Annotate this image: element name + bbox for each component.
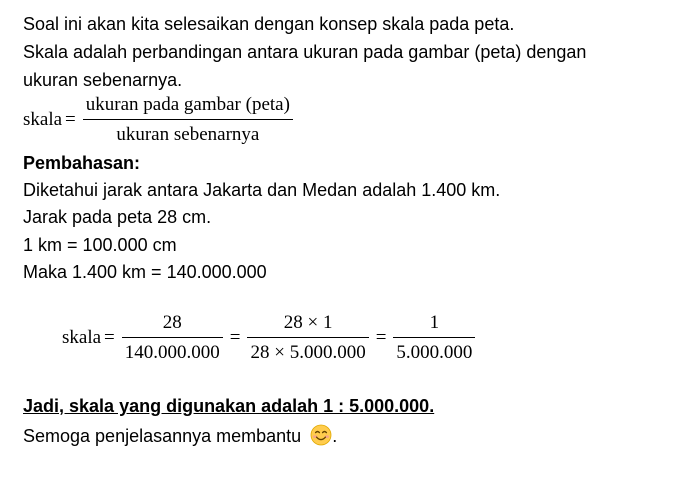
intro-line-2: Skala adalah perbandingan antara ukuran pada gambar (peta) dengan xyxy=(23,42,587,62)
pembahasan-line-1: Diketahui jarak antara Jakarta dan Medan adalah 1.400 km. xyxy=(23,180,501,200)
formula-lhs: skala xyxy=(23,109,63,130)
formula-fraction xyxy=(83,94,293,146)
calc-lhs: skala xyxy=(62,327,102,348)
calc-fraction-3-numerator: 1 xyxy=(429,312,440,333)
pembahasan-line-2: Jarak pada peta 28 cm. xyxy=(23,207,212,227)
formula-equals: = xyxy=(65,109,76,130)
closing-line xyxy=(23,424,337,447)
calc-fraction-2-numerator: 28 × 1 xyxy=(283,312,333,333)
calc-fraction-2-denominator: 28 × 5.000.000 xyxy=(250,342,366,363)
fraction-bar xyxy=(122,337,223,338)
conclusion-answer: Jadi, skala yang digunakan adalah 1 : 5.000.000. xyxy=(23,396,435,416)
calc-fraction-3-denominator: 5.000.000 xyxy=(396,342,473,363)
fraction-bar xyxy=(83,119,293,120)
pembahasan-line-4: Maka 1.400 km = 140.000.000 xyxy=(23,262,267,282)
calc-fraction-1-numerator: 28 xyxy=(162,312,182,333)
intro-line-3: ukuran sebenarnya. xyxy=(23,70,183,90)
closing-text: Semoga penjelasannya membantu xyxy=(23,426,302,446)
calculation-formula xyxy=(62,312,479,364)
calc-equals-1: = xyxy=(104,327,115,348)
calc-fraction-1-denominator: 140.000.000 xyxy=(124,342,220,363)
formula-denominator: ukuran sebenarnya xyxy=(116,124,260,145)
scale-formula xyxy=(23,94,297,146)
calc-equals-2: = xyxy=(229,327,241,348)
formula-numerator: ukuran pada gambar (peta) xyxy=(85,94,290,115)
calc-fraction-3 xyxy=(393,312,475,364)
calc-equals-3: = xyxy=(375,327,387,348)
pembahasan-line-3: 1 km = 100.000 cm xyxy=(23,235,177,255)
closing-period: . xyxy=(332,426,338,446)
smiling-face-icon xyxy=(310,424,332,446)
intro-line-1: Soal ini akan kita selesaikan dengan konsep skala pada peta. xyxy=(23,14,515,34)
fraction-bar xyxy=(247,337,368,338)
calc-fraction-2 xyxy=(247,312,368,364)
fraction-bar xyxy=(393,337,475,338)
pembahasan-heading: Pembahasan: xyxy=(23,153,141,173)
calc-fraction-1 xyxy=(122,312,223,364)
